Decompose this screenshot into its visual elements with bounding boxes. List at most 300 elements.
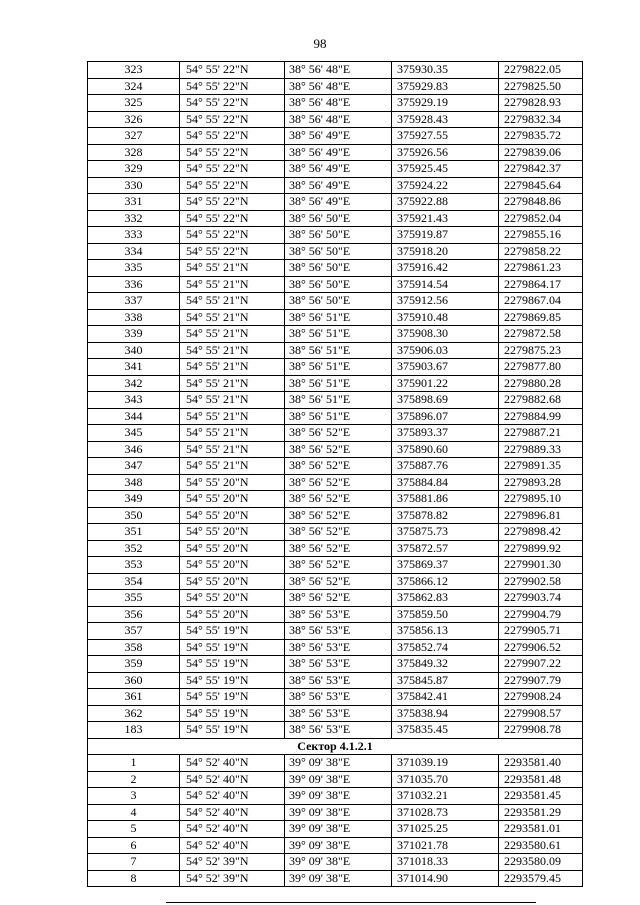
point-number-cell: 7 — [88, 854, 180, 871]
table-row — [88, 425, 583, 442]
point-number-cell: 342 — [88, 375, 180, 392]
table-section-header — [88, 738, 583, 755]
y-coordinate-cell: 2279835.72 — [499, 128, 583, 145]
x-coordinate-cell: 375842.41 — [392, 689, 499, 706]
x-coordinate-cell: 375903.67 — [392, 359, 499, 376]
y-coordinate-cell: 2279864.17 — [499, 276, 583, 293]
x-coordinate-cell: 375918.20 — [392, 243, 499, 260]
y-coordinate-cell: 2279875.23 — [499, 342, 583, 359]
table-row — [88, 705, 583, 722]
latitude-cell: 54° 55' 22"N — [180, 78, 285, 95]
table-row — [88, 128, 583, 145]
latitude-cell: 54° 55' 20"N — [180, 606, 285, 623]
y-coordinate-cell: 2279908.57 — [499, 705, 583, 722]
table-row — [88, 870, 583, 887]
y-coordinate-cell: 2293581.48 — [499, 771, 583, 788]
point-number-cell: 337 — [88, 293, 180, 310]
table-row — [88, 375, 583, 392]
y-coordinate-cell: 2279861.23 — [499, 260, 583, 277]
y-coordinate-cell: 2279880.28 — [499, 375, 583, 392]
table-row — [88, 656, 583, 673]
point-number-cell: 359 — [88, 656, 180, 673]
point-number-cell: 3 — [88, 788, 180, 805]
latitude-cell: 54° 55' 19"N — [180, 722, 285, 739]
latitude-cell: 54° 55' 21"N — [180, 309, 285, 326]
point-number-cell: 183 — [88, 722, 180, 739]
y-coordinate-cell: 2279842.37 — [499, 161, 583, 178]
section-row — [88, 738, 583, 755]
table-row — [88, 78, 583, 95]
y-coordinate-cell: 2279828.93 — [499, 95, 583, 112]
y-coordinate-cell: 2279895.10 — [499, 491, 583, 508]
longitude-cell: 38° 56' 50"E — [285, 227, 392, 244]
x-coordinate-cell: 375890.60 — [392, 441, 499, 458]
longitude-cell: 38° 56' 51"E — [285, 342, 392, 359]
table-row — [88, 524, 583, 541]
x-coordinate-cell: 371035.70 — [392, 771, 499, 788]
y-coordinate-cell: 2293581.29 — [499, 804, 583, 821]
latitude-cell: 54° 52' 40"N — [180, 804, 285, 821]
longitude-cell: 39° 09' 38"E — [285, 804, 392, 821]
y-coordinate-cell: 2279908.78 — [499, 722, 583, 739]
longitude-cell: 38° 56' 52"E — [285, 425, 392, 442]
latitude-cell: 54° 55' 21"N — [180, 342, 285, 359]
y-coordinate-cell: 2293580.09 — [499, 854, 583, 871]
table-row — [88, 95, 583, 112]
latitude-cell: 54° 52' 39"N — [180, 870, 285, 887]
latitude-cell: 54° 55' 20"N — [180, 573, 285, 590]
x-coordinate-cell: 375835.45 — [392, 722, 499, 739]
x-coordinate-cell: 375930.35 — [392, 62, 499, 79]
x-coordinate-cell: 375916.42 — [392, 260, 499, 277]
point-number-cell: 327 — [88, 128, 180, 145]
x-coordinate-cell: 375884.84 — [392, 474, 499, 491]
longitude-cell: 38° 56' 53"E — [285, 689, 392, 706]
longitude-cell: 38° 56' 52"E — [285, 540, 392, 557]
longitude-cell: 38° 56' 51"E — [285, 392, 392, 409]
latitude-cell: 54° 52' 40"N — [180, 837, 285, 854]
point-number-cell: 331 — [88, 194, 180, 211]
table-row — [88, 177, 583, 194]
latitude-cell: 54° 55' 22"N — [180, 128, 285, 145]
y-coordinate-cell: 2293581.01 — [499, 821, 583, 838]
longitude-cell: 38° 56' 52"E — [285, 441, 392, 458]
point-number-cell: 341 — [88, 359, 180, 376]
longitude-cell: 39° 09' 38"E — [285, 755, 392, 772]
point-number-cell: 338 — [88, 309, 180, 326]
y-coordinate-cell: 2279903.74 — [499, 590, 583, 607]
point-number-cell: 351 — [88, 524, 180, 541]
y-coordinate-cell: 2279884.99 — [499, 408, 583, 425]
table-row — [88, 111, 583, 128]
latitude-cell: 54° 55' 19"N — [180, 689, 285, 706]
longitude-cell: 38° 56' 50"E — [285, 260, 392, 277]
point-number-cell: 1 — [88, 755, 180, 772]
y-coordinate-cell: 2279907.22 — [499, 656, 583, 673]
latitude-cell: 54° 55' 22"N — [180, 177, 285, 194]
y-coordinate-cell: 2279858.22 — [499, 243, 583, 260]
longitude-cell: 38° 56' 52"E — [285, 557, 392, 574]
latitude-cell: 54° 52' 39"N — [180, 854, 285, 871]
table-row — [88, 623, 583, 640]
y-coordinate-cell: 2279902.58 — [499, 573, 583, 590]
point-number-cell: 326 — [88, 111, 180, 128]
x-coordinate-cell: 371014.90 — [392, 870, 499, 887]
x-coordinate-cell: 375908.30 — [392, 326, 499, 343]
x-coordinate-cell: 371028.73 — [392, 804, 499, 821]
y-coordinate-cell: 2293581.40 — [499, 755, 583, 772]
table-row — [88, 590, 583, 607]
x-coordinate-cell: 375862.83 — [392, 590, 499, 607]
latitude-cell: 54° 55' 20"N — [180, 557, 285, 574]
x-coordinate-cell: 375881.86 — [392, 491, 499, 508]
latitude-cell: 54° 55' 22"N — [180, 144, 285, 161]
x-coordinate-cell: 375898.69 — [392, 392, 499, 409]
latitude-cell: 54° 55' 21"N — [180, 408, 285, 425]
table-row — [88, 441, 583, 458]
y-coordinate-cell: 2279904.79 — [499, 606, 583, 623]
x-coordinate-cell: 375901.22 — [392, 375, 499, 392]
y-coordinate-cell: 2279845.64 — [499, 177, 583, 194]
table-row — [88, 326, 583, 343]
x-coordinate-cell: 375912.56 — [392, 293, 499, 310]
latitude-cell: 54° 55' 22"N — [180, 194, 285, 211]
y-coordinate-cell: 2279908.24 — [499, 689, 583, 706]
point-number-cell: 329 — [88, 161, 180, 178]
x-coordinate-cell: 375927.55 — [392, 128, 499, 145]
latitude-cell: 54° 55' 20"N — [180, 491, 285, 508]
x-coordinate-cell: 375887.76 — [392, 458, 499, 475]
y-coordinate-cell: 2279872.58 — [499, 326, 583, 343]
point-number-cell: 344 — [88, 408, 180, 425]
y-coordinate-cell: 2279891.35 — [499, 458, 583, 475]
y-coordinate-cell: 2279906.52 — [499, 639, 583, 656]
point-number-cell: 357 — [88, 623, 180, 640]
latitude-cell: 54° 55' 21"N — [180, 260, 285, 277]
latitude-cell: 54° 55' 21"N — [180, 276, 285, 293]
latitude-cell: 54° 52' 40"N — [180, 755, 285, 772]
latitude-cell: 54° 55' 20"N — [180, 524, 285, 541]
latitude-cell: 54° 55' 22"N — [180, 243, 285, 260]
longitude-cell: 38° 56' 53"E — [285, 672, 392, 689]
x-coordinate-cell: 375926.56 — [392, 144, 499, 161]
point-number-cell: 353 — [88, 557, 180, 574]
point-number-cell: 340 — [88, 342, 180, 359]
point-number-cell: 8 — [88, 870, 180, 887]
longitude-cell: 39° 09' 38"E — [285, 821, 392, 838]
table-row — [88, 837, 583, 854]
latitude-cell: 54° 55' 19"N — [180, 672, 285, 689]
table-row — [88, 408, 583, 425]
y-coordinate-cell: 2279825.50 — [499, 78, 583, 95]
table-row — [88, 821, 583, 838]
table-row — [88, 689, 583, 706]
table-row — [88, 392, 583, 409]
latitude-cell: 54° 55' 19"N — [180, 705, 285, 722]
latitude-cell: 54° 55' 19"N — [180, 656, 285, 673]
x-coordinate-cell: 375925.45 — [392, 161, 499, 178]
longitude-cell: 38° 56' 53"E — [285, 722, 392, 739]
point-number-cell: 358 — [88, 639, 180, 656]
x-coordinate-cell: 375896.07 — [392, 408, 499, 425]
table-row — [88, 606, 583, 623]
x-coordinate-cell: 375866.12 — [392, 573, 499, 590]
longitude-cell: 38° 56' 52"E — [285, 524, 392, 541]
y-coordinate-cell: 2279901.30 — [499, 557, 583, 574]
latitude-cell: 54° 55' 22"N — [180, 95, 285, 112]
x-coordinate-cell: 371025.25 — [392, 821, 499, 838]
x-coordinate-cell: 371018.33 — [392, 854, 499, 871]
longitude-cell: 38° 56' 49"E — [285, 128, 392, 145]
longitude-cell: 38° 56' 51"E — [285, 375, 392, 392]
latitude-cell: 54° 55' 22"N — [180, 227, 285, 244]
y-coordinate-cell: 2279899.92 — [499, 540, 583, 557]
longitude-cell: 38° 56' 52"E — [285, 491, 392, 508]
latitude-cell: 54° 55' 22"N — [180, 161, 285, 178]
y-coordinate-cell: 2279848.86 — [499, 194, 583, 211]
point-number-cell: 345 — [88, 425, 180, 442]
x-coordinate-cell: 375914.54 — [392, 276, 499, 293]
x-coordinate-cell: 375924.22 — [392, 177, 499, 194]
table-row — [88, 309, 583, 326]
latitude-cell: 54° 55' 21"N — [180, 293, 285, 310]
table-row — [88, 359, 583, 376]
point-number-cell: 334 — [88, 243, 180, 260]
x-coordinate-cell: 375929.19 — [392, 95, 499, 112]
longitude-cell: 38° 56' 50"E — [285, 276, 392, 293]
point-number-cell: 333 — [88, 227, 180, 244]
longitude-cell: 39° 09' 38"E — [285, 788, 392, 805]
section-title: Сектор 4.1.2.1 — [88, 738, 583, 755]
y-coordinate-cell: 2279877.80 — [499, 359, 583, 376]
longitude-cell: 38° 56' 49"E — [285, 161, 392, 178]
y-coordinate-cell: 2279822.05 — [499, 62, 583, 79]
latitude-cell: 54° 55' 22"N — [180, 111, 285, 128]
latitude-cell: 54° 55' 21"N — [180, 326, 285, 343]
longitude-cell: 38° 56' 50"E — [285, 210, 392, 227]
latitude-cell: 54° 55' 21"N — [180, 375, 285, 392]
longitude-cell: 39° 09' 38"E — [285, 870, 392, 887]
x-coordinate-cell: 375921.43 — [392, 210, 499, 227]
y-coordinate-cell: 2279889.33 — [499, 441, 583, 458]
y-coordinate-cell: 2279855.16 — [499, 227, 583, 244]
point-number-cell: 348 — [88, 474, 180, 491]
latitude-cell: 54° 52' 40"N — [180, 821, 285, 838]
coordinates-table — [87, 61, 583, 887]
longitude-cell: 38° 56' 48"E — [285, 111, 392, 128]
table-row — [88, 540, 583, 557]
table-row — [88, 293, 583, 310]
longitude-cell: 38° 56' 48"E — [285, 95, 392, 112]
latitude-cell: 54° 52' 40"N — [180, 788, 285, 805]
x-coordinate-cell: 371032.21 — [392, 788, 499, 805]
y-coordinate-cell: 2293581.45 — [499, 788, 583, 805]
point-number-cell: 325 — [88, 95, 180, 112]
longitude-cell: 38° 56' 52"E — [285, 458, 392, 475]
y-coordinate-cell: 2293580.61 — [499, 837, 583, 854]
latitude-cell: 54° 55' 19"N — [180, 623, 285, 640]
longitude-cell: 38° 56' 51"E — [285, 326, 392, 343]
longitude-cell: 38° 56' 53"E — [285, 656, 392, 673]
latitude-cell: 54° 55' 21"N — [180, 359, 285, 376]
point-number-cell: 355 — [88, 590, 180, 607]
table-row — [88, 474, 583, 491]
table-row — [88, 573, 583, 590]
table-row — [88, 227, 583, 244]
longitude-cell: 38° 56' 49"E — [285, 144, 392, 161]
point-number-cell: 332 — [88, 210, 180, 227]
latitude-cell: 54° 55' 19"N — [180, 639, 285, 656]
x-coordinate-cell: 375928.43 — [392, 111, 499, 128]
point-number-cell: 4 — [88, 804, 180, 821]
latitude-cell: 54° 55' 21"N — [180, 392, 285, 409]
point-number-cell: 339 — [88, 326, 180, 343]
point-number-cell: 352 — [88, 540, 180, 557]
y-coordinate-cell: 2279905.71 — [499, 623, 583, 640]
point-number-cell: 5 — [88, 821, 180, 838]
table-row — [88, 672, 583, 689]
x-coordinate-cell: 375845.87 — [392, 672, 499, 689]
longitude-cell: 39° 09' 38"E — [285, 837, 392, 854]
x-coordinate-cell: 375849.32 — [392, 656, 499, 673]
bottom-rule — [166, 902, 536, 903]
table-row — [88, 788, 583, 805]
table-row — [88, 722, 583, 739]
point-number-cell: 362 — [88, 705, 180, 722]
point-number-cell: 354 — [88, 573, 180, 590]
y-coordinate-cell: 2279893.28 — [499, 474, 583, 491]
longitude-cell: 38° 56' 52"E — [285, 507, 392, 524]
table-row — [88, 62, 583, 79]
point-number-cell: 347 — [88, 458, 180, 475]
table-row — [88, 161, 583, 178]
longitude-cell: 38° 56' 50"E — [285, 243, 392, 260]
table-row — [88, 194, 583, 211]
longitude-cell: 38° 56' 53"E — [285, 639, 392, 656]
x-coordinate-cell: 375878.82 — [392, 507, 499, 524]
latitude-cell: 54° 55' 22"N — [180, 62, 285, 79]
point-number-cell: 335 — [88, 260, 180, 277]
x-coordinate-cell: 375872.57 — [392, 540, 499, 557]
table-row — [88, 854, 583, 871]
point-number-cell: 356 — [88, 606, 180, 623]
table-body-sector — [88, 755, 583, 887]
longitude-cell: 39° 09' 38"E — [285, 854, 392, 871]
y-coordinate-cell: 2279869.85 — [499, 309, 583, 326]
x-coordinate-cell: 375910.48 — [392, 309, 499, 326]
point-number-cell: 346 — [88, 441, 180, 458]
table-body-main — [88, 62, 583, 739]
latitude-cell: 54° 55' 21"N — [180, 458, 285, 475]
longitude-cell: 38° 56' 48"E — [285, 62, 392, 79]
point-number-cell: 6 — [88, 837, 180, 854]
x-coordinate-cell: 375838.94 — [392, 705, 499, 722]
point-number-cell: 323 — [88, 62, 180, 79]
x-coordinate-cell: 375856.13 — [392, 623, 499, 640]
y-coordinate-cell: 2279887.21 — [499, 425, 583, 442]
table-row — [88, 491, 583, 508]
table-row — [88, 771, 583, 788]
longitude-cell: 38° 56' 50"E — [285, 293, 392, 310]
point-number-cell: 349 — [88, 491, 180, 508]
table-row — [88, 243, 583, 260]
table-row — [88, 507, 583, 524]
table-row — [88, 144, 583, 161]
longitude-cell: 38° 56' 51"E — [285, 309, 392, 326]
point-number-cell: 343 — [88, 392, 180, 409]
point-number-cell: 328 — [88, 144, 180, 161]
longitude-cell: 38° 56' 53"E — [285, 623, 392, 640]
table-row — [88, 342, 583, 359]
x-coordinate-cell: 375859.50 — [392, 606, 499, 623]
x-coordinate-cell: 375906.03 — [392, 342, 499, 359]
point-number-cell: 361 — [88, 689, 180, 706]
longitude-cell: 38° 56' 53"E — [285, 606, 392, 623]
longitude-cell: 38° 56' 48"E — [285, 78, 392, 95]
table-row — [88, 458, 583, 475]
latitude-cell: 54° 55' 20"N — [180, 590, 285, 607]
longitude-cell: 38° 56' 49"E — [285, 194, 392, 211]
x-coordinate-cell: 371021.78 — [392, 837, 499, 854]
y-coordinate-cell: 2279898.42 — [499, 524, 583, 541]
x-coordinate-cell: 375852.74 — [392, 639, 499, 656]
x-coordinate-cell: 375875.73 — [392, 524, 499, 541]
y-coordinate-cell: 2279907.79 — [499, 672, 583, 689]
table-row — [88, 755, 583, 772]
latitude-cell: 54° 55' 22"N — [180, 210, 285, 227]
longitude-cell: 38° 56' 52"E — [285, 590, 392, 607]
y-coordinate-cell: 2279852.04 — [499, 210, 583, 227]
y-coordinate-cell: 2293579.45 — [499, 870, 583, 887]
x-coordinate-cell: 375929.83 — [392, 78, 499, 95]
point-number-cell: 350 — [88, 507, 180, 524]
point-number-cell: 360 — [88, 672, 180, 689]
point-number-cell: 330 — [88, 177, 180, 194]
point-number-cell: 336 — [88, 276, 180, 293]
point-number-cell: 2 — [88, 771, 180, 788]
longitude-cell: 38° 56' 52"E — [285, 573, 392, 590]
latitude-cell: 54° 55' 20"N — [180, 474, 285, 491]
x-coordinate-cell: 375893.37 — [392, 425, 499, 442]
longitude-cell: 38° 56' 51"E — [285, 408, 392, 425]
latitude-cell: 54° 55' 20"N — [180, 540, 285, 557]
latitude-cell: 54° 55' 21"N — [180, 441, 285, 458]
y-coordinate-cell: 2279896.81 — [499, 507, 583, 524]
table-row — [88, 804, 583, 821]
x-coordinate-cell: 375922.88 — [392, 194, 499, 211]
y-coordinate-cell: 2279839.06 — [499, 144, 583, 161]
table-row — [88, 557, 583, 574]
table-row — [88, 260, 583, 277]
y-coordinate-cell: 2279882.68 — [499, 392, 583, 409]
longitude-cell: 38° 56' 53"E — [285, 705, 392, 722]
table-row — [88, 210, 583, 227]
x-coordinate-cell: 371039.19 — [392, 755, 499, 772]
longitude-cell: 38° 56' 49"E — [285, 177, 392, 194]
x-coordinate-cell: 375869.37 — [392, 557, 499, 574]
table-row — [88, 639, 583, 656]
longitude-cell: 38° 56' 52"E — [285, 474, 392, 491]
page-number: 98 — [313, 36, 327, 51]
longitude-cell: 39° 09' 38"E — [285, 771, 392, 788]
y-coordinate-cell: 2279832.34 — [499, 111, 583, 128]
y-coordinate-cell: 2279867.04 — [499, 293, 583, 310]
latitude-cell: 54° 55' 20"N — [180, 507, 285, 524]
table-row — [88, 276, 583, 293]
longitude-cell: 38° 56' 51"E — [285, 359, 392, 376]
latitude-cell: 54° 55' 21"N — [180, 425, 285, 442]
latitude-cell: 54° 52' 40"N — [180, 771, 285, 788]
